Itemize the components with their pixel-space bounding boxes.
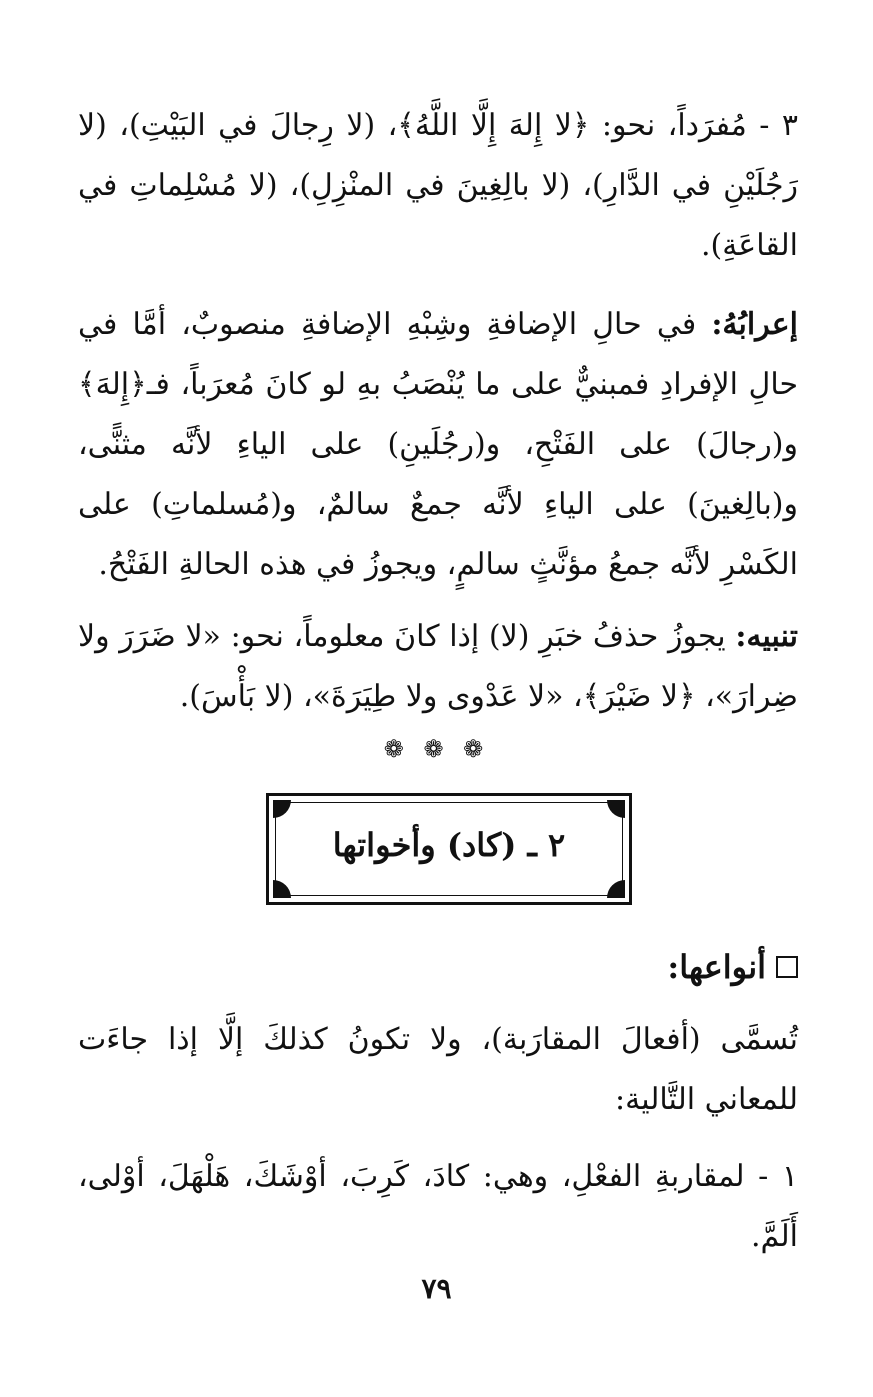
paragraph-mufrad-examples: ٣ - مُفرَداً، نحو: ﴿لا إِلهَ إِلَّا اللَّهُ﴾، (لا رِجالَ في البَيْتِ)، (لا رَجُلَيْنِ في الدَّارِ)، (لا بالِغِينَ في المنْزِلِ)، (لا مُسْلِماتِ في القاعَةِ). <box>78 108 798 263</box>
tanbih-label: تنبيه: <box>735 619 798 654</box>
tanbih-text: يجوزُ حذفُ خبَرِ (لا) إذا كانَ معلوماً، نحو: «لا ضَرَرَ ولا ضِرارَ»، ﴿لا ضَيْرَ﴾، «لا عَدْوى ولا طِيَرَةَ»، (لا بَأْسَ). <box>78 619 798 714</box>
subheading <box>667 948 798 986</box>
square-bullet-icon <box>776 956 798 978</box>
irab-label: إعرابُهُ: <box>711 307 798 342</box>
section-title: ٢ ـ (كاد) وأخواتها <box>332 826 566 864</box>
irab-text: في حالِ الإضافةِ وشِبْهِ الإضافةِ منصوبٌ، أمَّا في حالِ الإفرادِ فمبنيٌّ على ما يُنْصَبُ بهِ لو كانَ مُعرَباً، فـ﴿إِلهَ﴾ و(رجالَ) على الفَتْحِ، و(رجُلَينِ) على الياءِ لأنَّه مثنًّى، و(بالِغينَ) على الياءِ لأنَّه جمعٌ سالمٌ، و(مُسلماتِ) على الكَسْرِ لأنَّه جمعُ مؤنَّثٍ سالمٍ، ويجوزُ في هذه الحالةِ الفَتْحُ. <box>78 307 798 582</box>
paragraph-muqaraba-verbs: ١ - لمقاربةِ الفعْلِ، وهي: كادَ، كَرِبَ، أوْشَكَ، هَلْهَلَ، أوْلى، أَلَمَّ. <box>78 1159 798 1254</box>
subheading-text: أنواعها: <box>667 948 766 986</box>
paragraph-irab <box>78 295 798 595</box>
section-title-frame <box>266 793 632 905</box>
paragraph-tanbih <box>78 607 798 727</box>
section-separator: ❁ ❁ ❁ <box>383 735 490 763</box>
page-number: ٧٩ <box>421 1272 452 1305</box>
paragraph-naming: تُسمَّى (أفعالَ المقارَبة)، ولا تكونُ كذلكَ إلَّا إذا جاءَت للمعاني التَّالية: <box>78 1022 798 1117</box>
